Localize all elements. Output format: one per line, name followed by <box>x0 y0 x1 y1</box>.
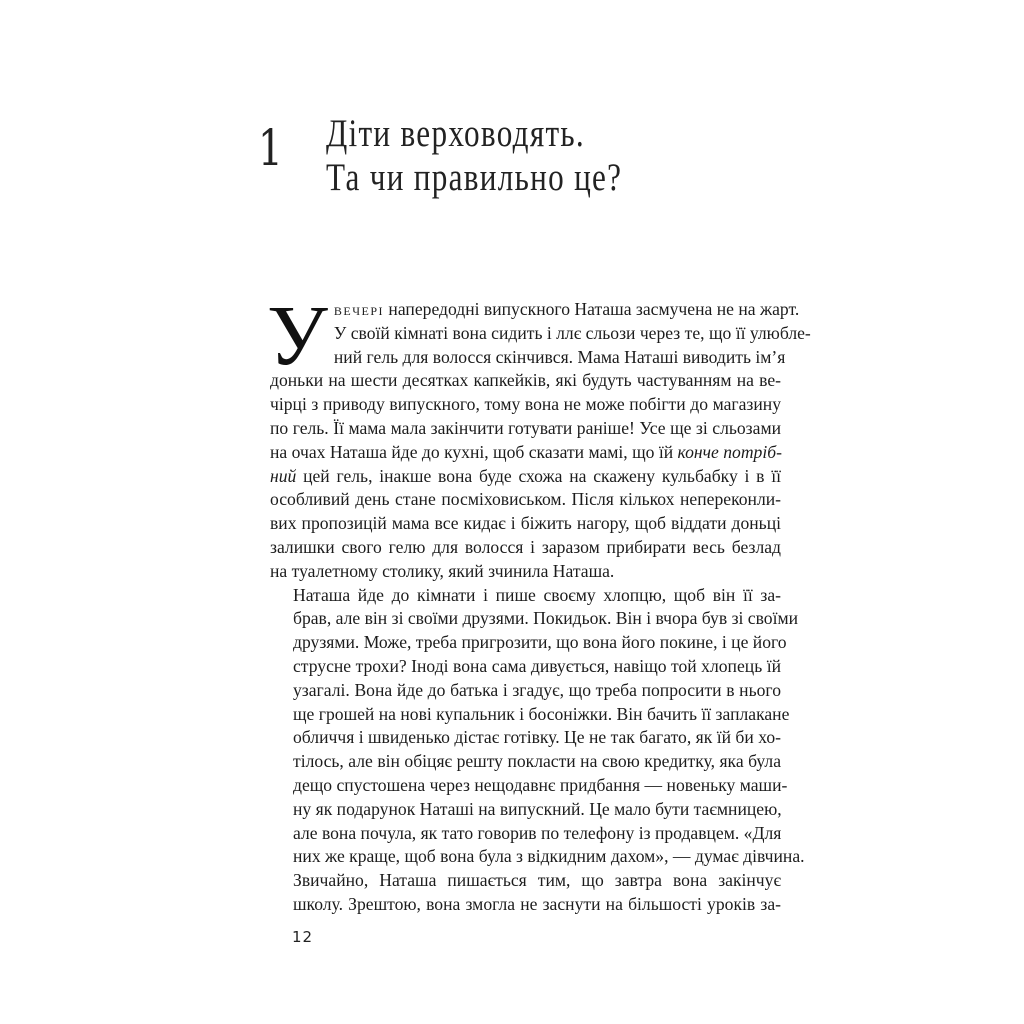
text-line: тілось, але він обіцяє решту покласти на свою кредитку, яка була <box>293 751 781 772</box>
text-line: ний гель для волосся скінчився. Мама Наташі виводить ім’я <box>333 346 786 367</box>
page-number: 12 <box>292 928 314 946</box>
text-line: школу. Зрештою, вона змогла не заснути на більшості уроків за- <box>293 893 781 914</box>
line-text: напередодні випускного Наташа засмучена не на жарт. <box>384 299 800 319</box>
text-line: узагалі. Вона йде до батька і згадує, що треба попросити в нього <box>293 679 781 700</box>
text-line <box>270 441 781 465</box>
emphasis-text: конче потріб- <box>677 441 782 462</box>
text-line: струсне трохи? Іноді вона сама дивується, навіщо той хлопець їй <box>293 655 781 676</box>
text-line: доньки на шести десятках капкейків, які будуть частуванням на ве- <box>270 370 781 391</box>
text-line: чірці з приводу випускного, тому вона не може побігти до магазину <box>270 394 781 415</box>
paragraph-1 <box>267 287 811 584</box>
text-line: обличчя і швиденько дістає готівку. Це не так багато, як їй би хо- <box>293 727 781 748</box>
text-line: дещо спустошена через нещодавнє придбання — новеньку маши- <box>293 774 788 795</box>
line-text: на очах Наташа йде до кухні, щоб сказати мамі, що їй <box>270 441 678 462</box>
text-line: Звичайно, Наташа пишається тим, що завтра вона закінчує <box>293 870 781 891</box>
small-caps-word: вечері <box>333 299 385 319</box>
text-line: особливий день стане посміховиськом. Після кількох непереконли- <box>270 489 781 510</box>
chapter-title-line-1: Діти верховодять. <box>326 112 585 155</box>
text-line: них же краще, щоб вона була з відкидним дахом», — думає дівчина. <box>293 846 805 867</box>
body-text <box>267 287 811 917</box>
text-line: вих пропозицій мама все кидає і біжить нагору, щоб віддати доньці <box>270 513 781 534</box>
text-line: але вона почула, як тато говорив по телефону із продавцем. «Для <box>293 822 782 843</box>
emphasis-text: ний <box>270 465 297 486</box>
paragraph-3 <box>270 869 781 917</box>
drop-cap: У <box>267 287 328 383</box>
chapter-title <box>326 112 622 200</box>
text-line: друзями. Може, треба пригрозити, що вона його покине, і це його <box>293 632 787 653</box>
text-line: У своїй кімнаті вона сидить і ллє сльози через те, що її улюбле- <box>333 322 811 343</box>
text-line: ну як подарунок Наташі на випускний. Це мало бути таємницею, <box>293 798 782 819</box>
text-line: Наташа йде до кімнати і пише своєму хлопцю, щоб він її за- <box>293 584 781 605</box>
text-line: ще грошей на нові купальник і босоніжки. Він бачить її заплакане <box>293 703 790 724</box>
text-line: брав, але він зі своїми друзями. Покидьок. Він і вчора був зі своїми <box>293 608 799 629</box>
paragraph-2 <box>270 584 805 870</box>
text-line <box>270 465 781 489</box>
chapter-title-line-2: Та чи правильно це? <box>326 156 623 199</box>
chapter-number: 1 <box>258 119 283 177</box>
text-line: залишки свого гелю для волосся і заразом прибирати весь безлад <box>270 536 781 557</box>
text-line: на туалетному столику, який зчинила Наташа. <box>270 560 615 581</box>
line-text: цей гель, інакше вона буде схожа на скажену кульбабку і в її <box>296 465 781 486</box>
text-line: по гель. Її мама мала закінчити готувати раніше! Усе ще зі сльозами <box>270 417 781 438</box>
text-line <box>270 298 800 322</box>
